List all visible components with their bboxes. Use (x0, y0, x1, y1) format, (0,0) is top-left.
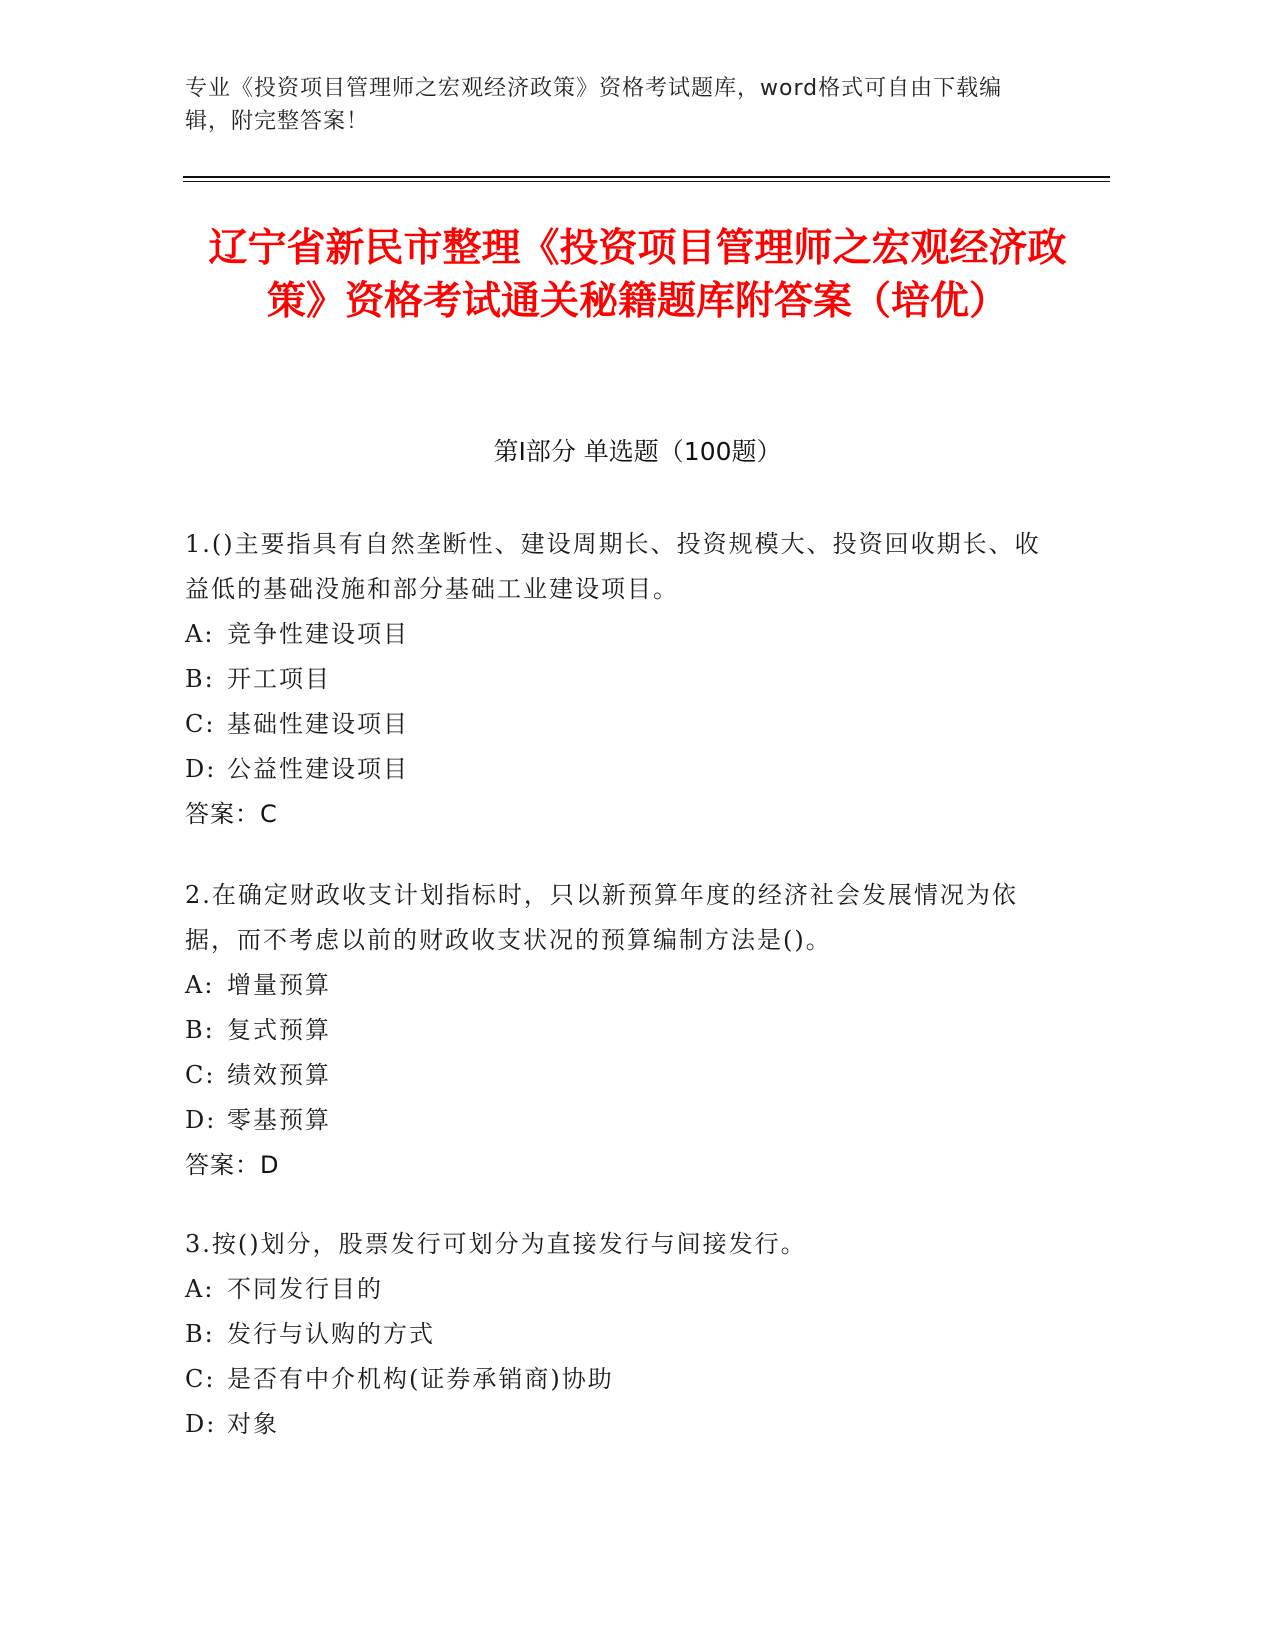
option-label: D: (185, 1106, 217, 1134)
option-label: B: (185, 1016, 215, 1044)
option-text: 公益性建设项目 (227, 755, 409, 783)
answer: 答案：D (185, 1151, 280, 1179)
option-a (185, 1267, 1045, 1312)
option-d (185, 1098, 1045, 1143)
option-text: 发行与认购的方式 (227, 1320, 435, 1348)
option-c (185, 1357, 1045, 1402)
option-text: 复式预算 (227, 1016, 331, 1044)
option-b (185, 657, 1045, 702)
option-label: D: (185, 1410, 217, 1438)
answer: 答案：C (185, 800, 278, 828)
option-a (185, 963, 1045, 1008)
question-1 (185, 522, 1045, 837)
section-title: 第I部分 单选题（100题） (493, 437, 782, 466)
option-c (185, 1053, 1045, 1098)
question-text: 3.按()划分，股票发行可划分为直接发行与间接发行。 (185, 1230, 807, 1258)
option-c (185, 702, 1045, 747)
option-b (185, 1312, 1045, 1357)
option-text: 开工项目 (227, 665, 331, 693)
question-3 (185, 1222, 1045, 1447)
option-a (185, 612, 1045, 657)
question-2 (185, 873, 1045, 1188)
option-label: B: (185, 665, 215, 693)
option-label: B: (185, 1320, 215, 1348)
header-note: 专业《投资项目管理师之宏观经济政策》资格考试题库，word格式可自由下载编辑，附完整答案！ (185, 76, 1003, 134)
option-text: 基础性建设项目 (227, 710, 409, 738)
option-text: 增量预算 (227, 971, 331, 999)
header-divider-thin (183, 181, 1110, 182)
option-label: A: (185, 971, 215, 999)
option-text: 绩效预算 (227, 1061, 331, 1089)
option-label: C: (185, 1365, 216, 1393)
option-d (185, 747, 1045, 792)
option-text: 竞争性建设项目 (227, 620, 409, 648)
option-label: C: (185, 710, 216, 738)
option-b (185, 1008, 1045, 1053)
option-label: C: (185, 1061, 216, 1089)
option-label: A: (185, 1275, 215, 1303)
header-divider-thick (183, 176, 1110, 178)
option-label: D: (185, 755, 217, 783)
option-text: 对象 (227, 1410, 279, 1438)
option-text: 是否有中介机构(证券承销商)协助 (227, 1365, 614, 1393)
document-title: 辽宁省新民市整理《投资项目管理师之宏观经济政策》资格考试通关秘籍题库附答案（培优） (208, 226, 1067, 324)
option-text: 零基预算 (227, 1106, 331, 1134)
question-text: 1.()主要指具有自然垄断性、建设周期长、投资规模大、投资回收期长、收益低的基础没施和部分基础工业建设项目。 (185, 530, 1041, 603)
question-text: 2.在确定财政收支计划指标时，只以新预算年度的经济社会发展情况为依据，而不考虑以前的财政收支状况的预算编制方法是()。 (185, 881, 1018, 954)
option-d (185, 1402, 1045, 1447)
option-label: A: (185, 620, 215, 648)
option-text: 不同发行目的 (227, 1275, 383, 1303)
